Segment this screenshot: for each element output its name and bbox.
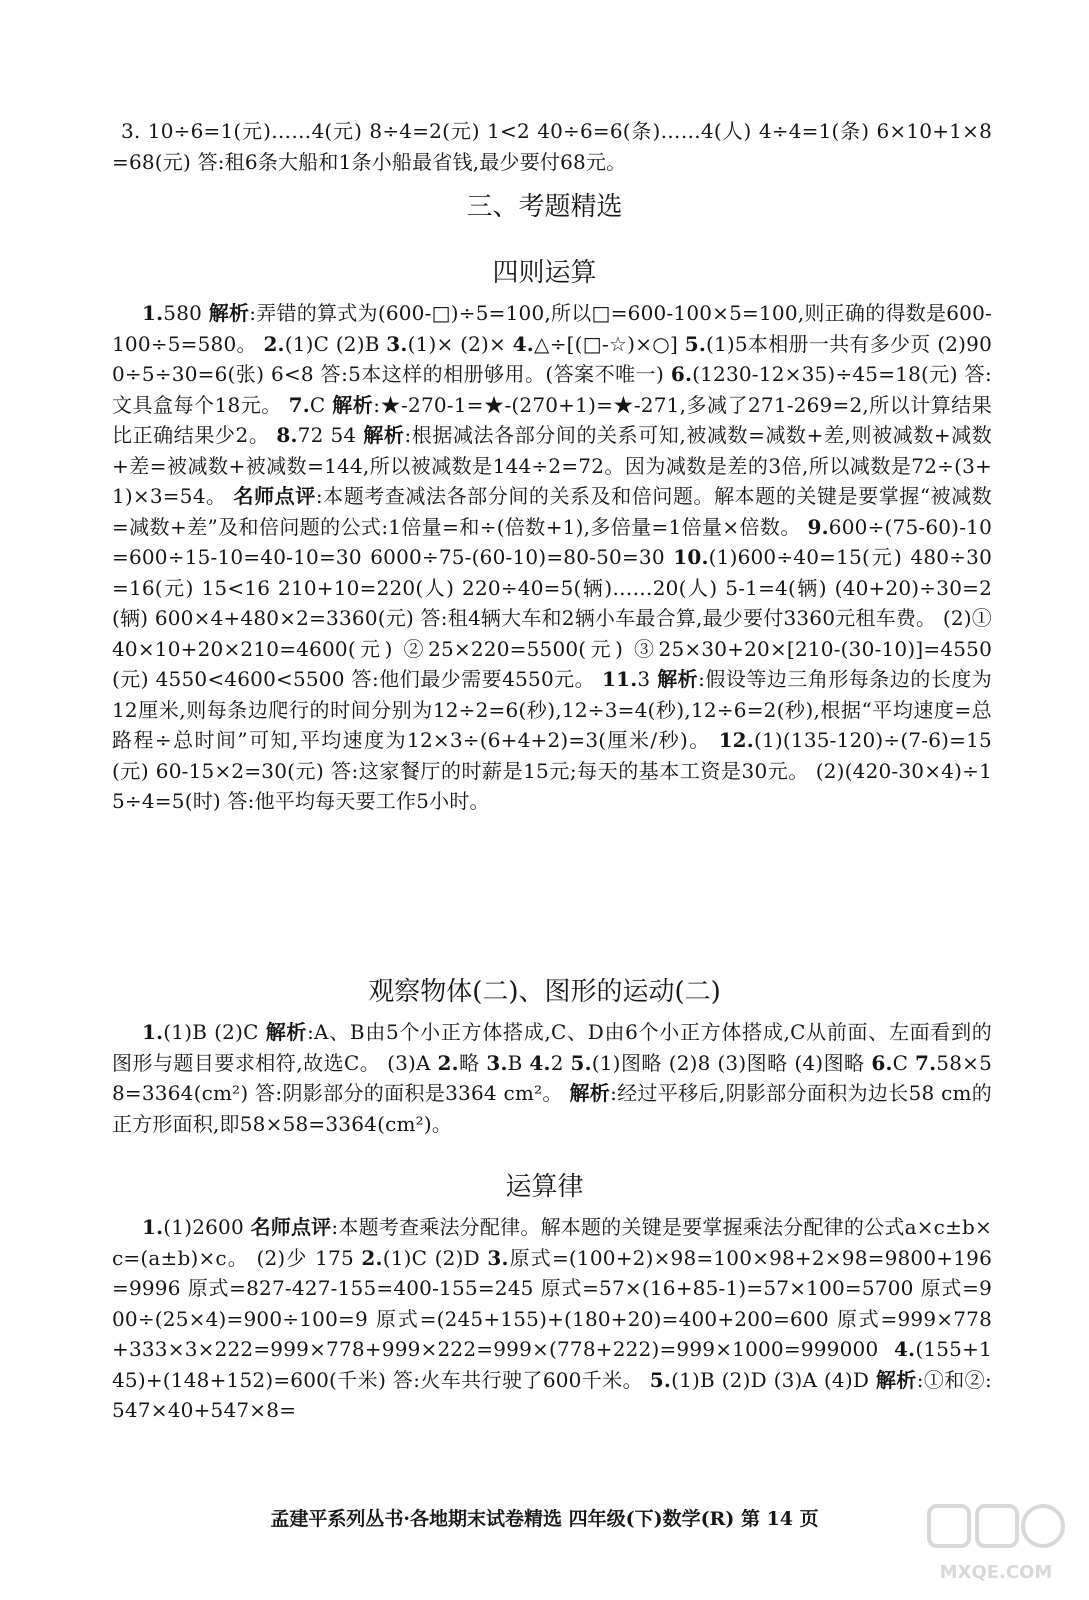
answer-text: 580 <box>163 301 209 325</box>
answer-text: 3 <box>637 667 658 691</box>
item-number: 5. <box>649 1367 672 1392</box>
analysis-keyword: 解析 <box>875 1367 917 1392</box>
subsection-title-geometry: 观察物体(二)、图形的运动(二) <box>368 977 721 1007</box>
subsection-title-arithmetic: 四则运算 <box>492 258 597 288</box>
answer-text: (1)× (2)× <box>407 331 513 356</box>
item-number: 2. <box>263 331 285 356</box>
item-number: 5. <box>570 1050 592 1075</box>
answer-text: 600÷(75-60)-10=600÷15-10=40-10=30 6000÷75-(60-10)=80-50=30 <box>112 514 992 569</box>
item-number: 4. <box>894 1337 916 1361</box>
item-number: 2. <box>437 1050 459 1075</box>
item-number: 8. <box>276 423 298 447</box>
item-number: 11. <box>602 667 638 691</box>
subsection-title-laws: 运算律 <box>505 1172 584 1202</box>
answer-text: C <box>892 1050 915 1075</box>
item-number: 5. <box>684 331 706 356</box>
analysis-keyword: 解析 <box>208 301 250 325</box>
item-number: 3. <box>487 1245 509 1270</box>
answer-text: :经过平移后,阴影部分面积为边长58 cm的正方形面积,即58×58=3364(cm²)。 <box>112 1081 993 1136</box>
item-number: 3. <box>486 1050 508 1075</box>
answer-text: (1)2600 <box>163 1215 251 1239</box>
answer-text: C <box>309 392 333 417</box>
section-title: 三、考题精选 <box>466 192 623 222</box>
analysis-keyword: 解析 <box>363 423 405 447</box>
answer-text: :①和②:547×40+547×8= <box>112 1367 992 1422</box>
answer-text: △÷[(□-☆)×○] <box>533 331 685 356</box>
item-number: 6. <box>670 362 693 386</box>
laws-answers <box>112 1212 992 1426</box>
answer-text: 72 54 <box>297 423 364 447</box>
arithmetic-answers <box>112 298 992 817</box>
answer-text: (1)(135-120)÷(7-6)=15(元) 60-15×2=30(元) 答:这家餐厅的时薪是15元;每天的基本工资是30元。 (2)(420-30×4)÷15÷4=5(时) 答:他平均每天要工作5小时。 <box>112 728 992 813</box>
answer-text: (1)600÷40=15(元) 480÷30=16(元) 15<16 210+10=220(人) 220÷40=5(辆)……20(人) 5-1=4(辆) (40+20)÷30=2(辆) 600×4+480×2=3360(元) 答:租4辆大车和2辆小车最合算,最少要付3360元租车费。 (2)①40×10+20×210=4600(元) ②25×220=5500(元) ③25×30+20×[210-(30-10)]=4550(元) 4550<4600<5500 答:他们最少需要4550元。 <box>112 545 992 691</box>
answer-text: :本题考查乘法分配律。解本题的关键是要掌握乘法分配律的公式a×c±b×c=(a±b)×c。 (2)少 175 <box>112 1215 992 1270</box>
watermark-logo <box>921 1500 1071 1590</box>
item-number: 7. <box>915 1050 937 1075</box>
answer-text: 原式=(100+2)×98=100×98+2×98=9800+196=9996 原式=827-427-155=400-155=245 原式=57×(16+85-1)=57×100=5700 原式=900÷(25×4)=900÷100=9 原式=(245+155)+(180+20)=400+200=600 原式=999×778+333×3×222=999×778+999×222=999×(778+222)=999×1000=999000 <box>112 1245 993 1361</box>
answer-text: (1)B (2)D (3)A (4)D <box>671 1367 876 1392</box>
item-number: 3. <box>386 331 408 356</box>
item-number: 7. <box>288 392 310 417</box>
watermark-circle <box>1023 1506 1063 1546</box>
analysis-keyword: 解析 <box>657 667 699 691</box>
answer-text: B <box>507 1050 530 1075</box>
answer-text: :弄错的算式为(600-□)÷5=100,所以□=600-100×5=100,则正确的得数是600-100÷5=580。 <box>112 301 992 356</box>
item-number: 12. <box>718 728 754 752</box>
answer-text: 58×58=3364(cm²) 答:阴影部分的面积是3364 cm²。 <box>112 1050 993 1105</box>
analysis-keyword: 解析 <box>569 1081 611 1105</box>
answer-text: :假设等边三角形每条边的长度为12厘米,则每条边爬行的时间分别为12÷2=6(秒),12÷3=4(秒),12÷6=2(秒),根据“平均速度=总路程÷总时间”可知,平均速度为12×3÷(6+4+2)=3(厘米/秒)。 <box>112 667 992 752</box>
watermark-box <box>977 1506 1017 1546</box>
analysis-keyword: 解析 <box>332 392 374 417</box>
item-number: 9. <box>807 514 829 539</box>
item-number: 4. <box>529 1050 551 1075</box>
watermark-box <box>929 1506 969 1546</box>
item-number: 4. <box>512 331 534 356</box>
answer-text: :A、B由5个小正方体搭成,C、D由6个小正方体搭成,C从前面、左面看到的图形与题目要求相符,故选C。 (3)A <box>112 1020 992 1075</box>
answer-text: (155+145)+(148+152)=600(千米) 答:火车共行驶了600千米。 <box>112 1337 992 1392</box>
item-number: 6. <box>871 1050 893 1075</box>
item-number: 2. <box>361 1245 383 1270</box>
answer-text: 2 <box>550 1050 571 1075</box>
answer-text: (1)图略 (2)8 (3)图略 (4)图略 <box>591 1050 872 1075</box>
item-number: 1. <box>142 1020 164 1044</box>
page-footer: 孟建平系列丛书·各地期末试卷精选 四年级(下)数学(R) 第 14 页 <box>270 1508 819 1530</box>
teacher-comment-keyword: 名师点评 <box>233 484 316 508</box>
answer-text: 3. 10÷6=1(元)……4(元) 8÷4=2(元) 1<2 40÷6=6(条)……4(人) 4÷4=1(条) 6×10+1×8=68(元) 答:租6条大船和1条小船最省钱,最少要付68元。 <box>112 119 992 174</box>
answer-text: :本题考查减法各部分间的关系及和倍问题。解本题的关键是要掌握“被减数=减数+差”及和倍问题的公式:1倍量=和÷(倍数+1),多倍量=1倍量×倍数。 <box>112 484 993 539</box>
item-number: 10. <box>673 545 709 569</box>
geometry-answers <box>112 1017 992 1139</box>
answer-text: (1230-12×35)÷45=18(元) 答:文具盒每个18元。 <box>112 362 992 417</box>
item-number: 1. <box>142 1215 164 1239</box>
answer-text: (1)C (2)B <box>284 331 387 356</box>
item-number: 1. <box>142 301 164 325</box>
answer-text: (1)B (2)C <box>163 1020 266 1044</box>
analysis-keyword: 解析 <box>265 1020 308 1044</box>
watermark-text: MXQE.COM <box>939 1562 1053 1583</box>
answer-text: 略 <box>458 1050 487 1075</box>
answer-text: :★-270-1=★-(270+1)=★-271,多减了271-269=2,所以计算结果比正确结果少2。 <box>112 392 992 447</box>
answer-item-3 <box>112 116 992 177</box>
teacher-comment-keyword: 名师点评 <box>250 1215 332 1239</box>
answer-text: (1)5本相册一共有多少页 (2)900÷5÷30=6(张) 6<8 答:5本这样的相册够用。(答案不唯一) <box>112 331 993 386</box>
answer-text: :根据减法各部分间的关系可知,被减数=减数+差,则被减数+减数+差=被减数+被减数=144,所以被减数是144÷2=72。因为减数是差的3倍,所以减数是72÷(3+1)×3=54。 <box>112 423 992 508</box>
answer-text: (1)C (2)D <box>382 1245 488 1270</box>
